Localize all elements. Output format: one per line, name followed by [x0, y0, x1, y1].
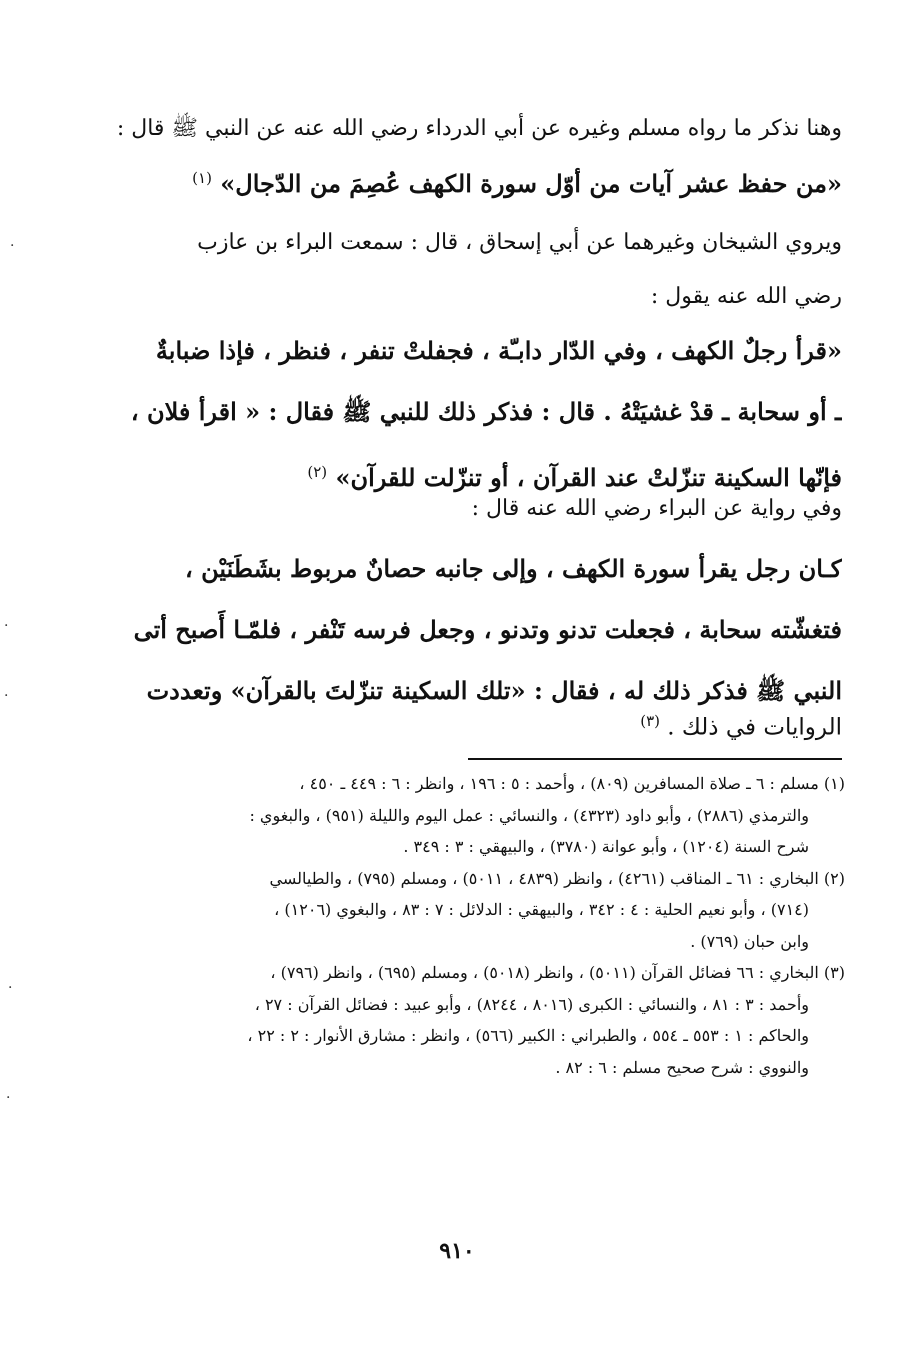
- footnote-line: (٧١٤) ، وأبو نعيم الحلية : ٤ : ٣٤٢ ، والبيهقي : الدلائل : ٧ : ٨٣ ، والبغوي (١٢٠٦) ،: [274, 900, 809, 919]
- text-line: [100, 148, 842, 214]
- text-line: كـان رجل يقرأ سورة الكهف ، وإلى جانبه حصانٌ مربوط بشَطَنَيْن ،: [185, 554, 842, 583]
- hadith-quote-3: [100, 538, 842, 721]
- scan-speck: ·: [4, 618, 9, 634]
- closing-paragraph: [100, 696, 842, 753]
- scan-speck: ·: [4, 688, 9, 704]
- text-line: ـ أو سحابة ـ قدْ غشيَتْهُ . قال : فذكر ذلك للنبي ﷺ فقال : « اقرأ فلان ،: [130, 397, 842, 426]
- text-line: رضي الله عنه يقول :: [650, 284, 842, 309]
- footnote-line: (٣) البخاري : ٦٦ فضائل القرآن (٥٠١١) ، وانظر (٥٠١٨) ، ومسلم (٦٩٥) ، وانظر (٧٩٦) ،: [270, 963, 845, 982]
- text-line: ويروي الشيخان وغيرهما عن أبي إسحاق ، قال : سمعت البراء بن عازب: [197, 230, 842, 255]
- text-line: وفي رواية عن البراء رضي الله عنه قال :: [471, 496, 842, 521]
- text-line: النبي ﷺ فذكر ذلك له ، فقال : «تلك السكينة تنزّلتَ بالقرآن» وتعددت: [146, 676, 842, 705]
- intro-paragraph: [100, 104, 842, 154]
- footnote-3: [100, 957, 845, 1083]
- footnote-line: والحاكم : ١ : ٥٥٣ ـ ٥٥٤ ، والطبراني : الكبير (٥٦٦) ، وانظر : مشارق الأنوار : ٢ : ٢٢ ،: [247, 1026, 809, 1045]
- footnote-separator: [468, 758, 842, 760]
- quote-text: فإنّها السكينة تنزّلتْ عند القرآن ، أو تنزّلت للقرآن»: [335, 463, 842, 492]
- footnote-ref-2: (٢): [307, 463, 328, 481]
- footnote-line: وأحمد : ٣ : ٨١ ، والنسائي : الكبرى (٨٠١٦ ، ٨٢٤٤) ، وأبو عبيد : فضائل القرآن : ٢٧ ،: [254, 994, 809, 1014]
- footnote-line: (٢) البخاري : ٦١ ـ المناقب (٤٢٦١) ، وانظر (٤٨٣٩ ، ٥٠١١) ، ومسلم (٧٩٥) ، والطيالسي: [269, 868, 845, 888]
- text-line: فتغشّته سحابة ، فجعلت تدنو وتدنو ، وجعل فرسه تَنْفر ، فلمّـا أَصبح أتى: [133, 615, 842, 644]
- footnote-ref-3: (٣): [640, 712, 660, 730]
- footnote-line: والترمذي (٢٨٨٦) ، وأبو داود (٤٣٢٣) ، والنسائي : عمل اليوم والليلة (٩٥١) ، والبغوي :: [249, 805, 809, 825]
- footnote-line: والنووي : شرح صحيح مسلم : ٦ : ٨٢ .: [555, 1057, 809, 1077]
- text-line: «قرأ رجلٌ الكهف ، وفي الدّار دابـّة ، فجفلتْ تنفر ، فنظر ، فإذا ضبابةٌ: [155, 336, 842, 365]
- footnote-2: [100, 863, 845, 958]
- page-number: ٩١٠: [439, 1238, 475, 1264]
- footnote-1: [100, 768, 845, 863]
- narration-intro-paragraph: [100, 216, 842, 324]
- text-line: وهنا نذكر ما رواه مسلم وغيره عن أبي الدرداء رضي الله عنه عن النبي ﷺ قال :: [116, 116, 842, 141]
- closing-text: الروايات في ذلك .: [667, 714, 842, 741]
- scan-speck: ·: [8, 980, 13, 996]
- footnote-line: (١) مسلم : ٦ ـ صلاة المسافرين (٨٠٩) ، وأحمد : ٥ : ١٩٦ ، وانظر : ٦ : ٤٤٩ ـ ٤٥٠ ،: [299, 774, 845, 793]
- quote-text: «من حفظ عشر آيات من أوّل سورة الكهف عُصِمَ من الدّجال»: [220, 169, 842, 198]
- footnotes-section: [100, 768, 845, 1083]
- hadith-quote-2: [100, 320, 842, 508]
- riwaya-paragraph: [100, 484, 842, 534]
- footnote-line: شرح السنة (١٢٠٤) ، وأبو عوانة (٣٧٨٠) ، والبيهقي : ٣ : ٣٤٩ .: [403, 837, 809, 856]
- hadith-quote-1: [100, 148, 842, 214]
- text-line: [100, 696, 842, 753]
- footnote-ref-1: (١): [192, 169, 212, 187]
- footnote-line: وابن حبان (٧٦٩) .: [690, 931, 809, 951]
- scan-speck: ·: [10, 238, 15, 254]
- scan-speck: ·: [6, 1090, 11, 1106]
